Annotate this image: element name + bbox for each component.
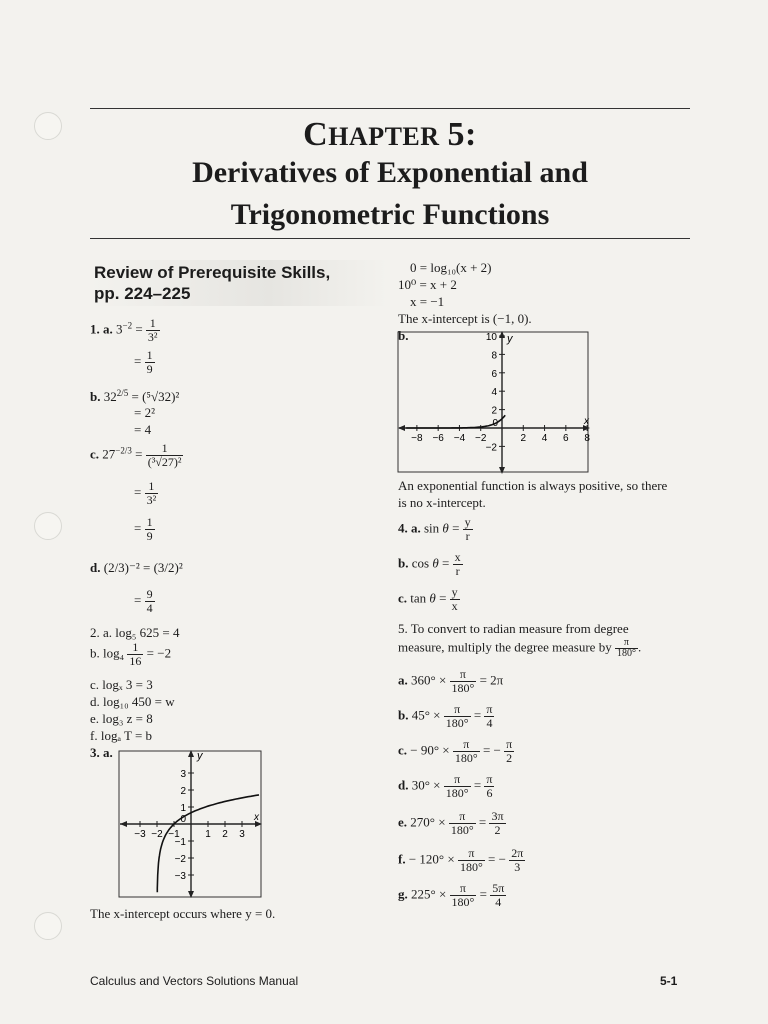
x-tick-label: 2 bbox=[520, 433, 527, 444]
x-axis-arrow-left-icon bbox=[398, 425, 405, 431]
q2d: d. log₁₀ 450 = w bbox=[90, 694, 175, 709]
x-tick-label: 3 bbox=[239, 829, 245, 840]
x-axis-label: x bbox=[584, 416, 589, 427]
exp-curve bbox=[406, 415, 505, 428]
review-heading: Review of Prerequisite Skills, pp. 224–225 bbox=[90, 260, 388, 306]
q3a-label: 3. a. bbox=[90, 745, 113, 760]
y-tick-label: 2 bbox=[180, 786, 186, 797]
y-tick-label: −2 bbox=[174, 854, 186, 865]
y-axis-arrow-down-icon bbox=[499, 467, 505, 474]
x-tick-label: 8 bbox=[584, 433, 590, 444]
x-axis-arrow-left-icon bbox=[120, 821, 127, 827]
q1d-step: = $\frac{9}{4}$ bbox=[134, 587, 153, 615]
x-tick-label: −1 bbox=[168, 829, 180, 840]
q1c-step1: = $\frac{1}{\text{3²}}$ bbox=[134, 479, 157, 507]
q1b: b. $32^{2/5} = (^5√32)^2$ bbox=[90, 388, 180, 404]
y-tick-label: 1 bbox=[180, 803, 186, 814]
r-line1: 0 = log₁₀(x + 2) bbox=[410, 260, 492, 275]
conversion-row: g. 225° × $\frac{\pi}{180^\circ}$ = $\frac{5\pi}{4}$ bbox=[398, 881, 505, 909]
binder-hole bbox=[34, 512, 62, 540]
q1d: d. (2/3)⁻² = (3/2)² bbox=[90, 560, 183, 575]
chapter-label: CHAPTER 5: bbox=[303, 116, 477, 153]
y-tick-label: −1 bbox=[174, 837, 186, 848]
x-tick-label: −4 bbox=[453, 433, 466, 444]
q2b: b. log₄ $\frac{1}{16}$ = −2 bbox=[90, 640, 172, 668]
y-tick-label: −2 bbox=[485, 442, 497, 454]
r-line3: x = −1 bbox=[410, 294, 445, 309]
x-tick-label: 2 bbox=[222, 829, 228, 840]
xint-text: The x-intercept occurs where y = 0. bbox=[90, 906, 276, 921]
q4c: c. tan θ = $\frac{y}{x}$ bbox=[398, 585, 458, 613]
q1c-step2: = $\frac{1}{9}$ bbox=[134, 515, 153, 543]
x-tick-label: 0 bbox=[180, 814, 186, 825]
q2a: 2. a. log₅ 625 = 4 bbox=[90, 625, 180, 640]
conversion-row: b. 45° × $\frac{\pi}{180^\circ}$ = $\frac{\pi}{4}$ bbox=[398, 702, 493, 730]
x-tick-label: 4 bbox=[541, 433, 548, 444]
x-tick-label: −8 bbox=[411, 433, 423, 444]
y-tick-label: 2 bbox=[491, 405, 497, 417]
q1c: c. $27^{-2/3}$ = $\frac{1}{\text{(³√27)²}}$ bbox=[90, 441, 182, 469]
r-line2: 10⁰ = x + 2 bbox=[398, 277, 457, 292]
exp-text-2: is no x-intercept. bbox=[398, 495, 486, 510]
binder-hole bbox=[34, 912, 62, 940]
y-tick-label: 3 bbox=[180, 769, 186, 780]
log-graph bbox=[118, 750, 264, 902]
q5-line1: 5. To convert to radian measure from degree bbox=[398, 621, 629, 636]
top-rule bbox=[90, 108, 690, 109]
b-label: b. bbox=[398, 328, 409, 343]
q5-line2: measure, multiply the degree measure by $\frac{\pi}{180^\circ}$ . bbox=[398, 637, 642, 659]
title-rule bbox=[90, 238, 690, 239]
y-tick-label: 8 bbox=[491, 350, 497, 362]
q2c: c. logₓ 3 = 3 bbox=[90, 677, 153, 692]
exp-graph bbox=[396, 330, 592, 476]
chapter-title-line1: Derivatives of Exponential and bbox=[192, 156, 588, 189]
q4b: b. cos θ = $\frac{x}{r}$ bbox=[398, 550, 461, 578]
page-number: 5-1 bbox=[660, 974, 678, 988]
x-tick-label: −2 bbox=[151, 829, 163, 840]
y-tick-label: 6 bbox=[491, 368, 497, 380]
x-tick-label: 1 bbox=[205, 829, 211, 840]
conversion-row: c. − 90° × $\frac{\pi}{180^\circ}$ = − $\frac{\pi}{2}$ bbox=[398, 737, 513, 765]
footer-title: Calculus and Vectors Solutions Manual bbox=[90, 974, 299, 988]
q1b-step1: = 2² bbox=[134, 405, 155, 420]
log-curve bbox=[157, 795, 259, 892]
y-tick-label: −3 bbox=[174, 871, 186, 882]
r-line4: The x-intercept is (−1, 0). bbox=[398, 311, 532, 326]
chapter-title-line2: Trigonometric Functions bbox=[230, 198, 550, 231]
x-tick-label: 6 bbox=[563, 433, 569, 444]
y-axis-label: y bbox=[507, 333, 513, 345]
q2e: e. log₃ z = 8 bbox=[90, 711, 153, 726]
x-tick-label: 0 bbox=[492, 418, 498, 429]
x-tick-label: −3 bbox=[134, 829, 146, 840]
y-tick-label: 10 bbox=[485, 332, 497, 343]
x-axis-label: x bbox=[254, 812, 259, 823]
q1a: 1. a. $3^{-2}$ = $\frac{1}{\text{3²}}$ bbox=[90, 316, 158, 344]
q1b-step2: = 4 bbox=[134, 422, 152, 437]
q4a: 4. a. sin θ = $\frac{y}{r}$ bbox=[398, 515, 471, 543]
exp-text-1: An exponential function is always positive, so there bbox=[398, 478, 668, 493]
x-tick-label: −6 bbox=[432, 433, 444, 444]
conversion-row: f. − 120° × $\frac{\pi}{180^\circ}$ = − $\frac{2\pi}{3}$ bbox=[398, 846, 524, 874]
binder-hole bbox=[34, 112, 62, 140]
conversion-row: d. 30° × $\frac{\pi}{180^\circ}$ = $\frac{\pi}{6}$ bbox=[398, 772, 493, 800]
conversion-row: a. 360° × $\frac{\pi}{180^\circ}$ = 2π bbox=[398, 667, 504, 695]
conversion-row: e. 270° × $\frac{\pi}{180^\circ}$ = $\frac{3\pi}{2}$ bbox=[398, 809, 504, 837]
q1a-step: = $\frac{1}{9}$ bbox=[134, 348, 153, 376]
q2f: f. logₐ T = b bbox=[90, 728, 153, 743]
x-tick-label: −2 bbox=[475, 433, 487, 444]
y-axis-label: y bbox=[197, 750, 203, 762]
y-tick-label: 4 bbox=[491, 387, 497, 399]
